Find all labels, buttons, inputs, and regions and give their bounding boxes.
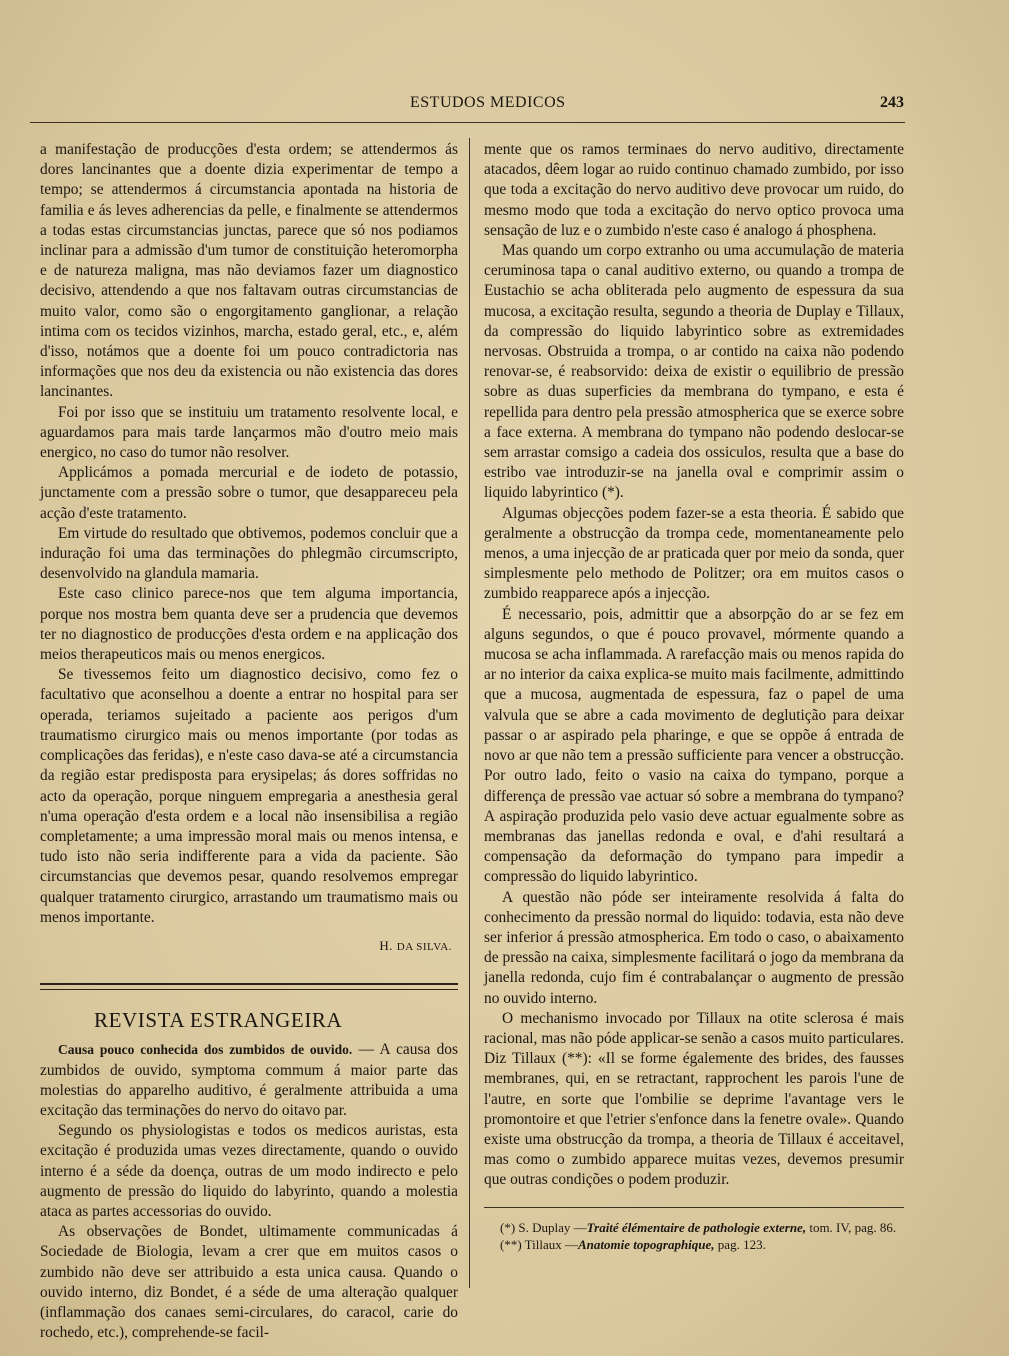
column-divider: [469, 138, 470, 1288]
left-column: [40, 140, 458, 1343]
footnote-rest: pag. 123.: [714, 1236, 766, 1252]
paragraph: Foi por isso que se instituiu um tratamento resolvente local, e aguardamos para mais tarde lançarmos mão d'outro meio mais energico, no caso do tumor não resolver.: [40, 403, 458, 462]
signature-initial: H.: [379, 937, 397, 953]
paragraph: A questão não póde ser inteiramente resolvida á falta do conhecimento da pressão normal do liquido: todavia, esta não deve ser inferior á pressão atmospherica. Em todo o caso, o abaixamento de pressão na caixa, simplesmente facilitará o jogo da membrana da janella redonda, cujo fim é contrabalançar o augmento de pressão no ouvido interno.: [484, 888, 904, 1007]
paragraph: É necessario, pois, admittir que a absorpção do ar se fez em alguns segundos, o que é pouco provavel, mórmente quando a mucosa se acha inflammada. A rarefacção mais ou menos rapida do ar no interior da caixa explica-se muito mais facilmente, admittindo que a mucosa, augmentada de espessura, faz o papel de uma valvula que se abre a cada movimento de deglutição para deixar passar o ar aspirado pela pharinge, e que se oppõe á entrada de novo ar que não tem a pressão sufficiente para vencer a obstrucção. Por outro lado, feito o vasio na caixa do tympano, porque a differença de pressão vae actuar só sobre a membrana do tympano? A aspiração produzida pelo vasio deve actuar egualmente sobre as membranas das janellas redonda e oval, e d'ahi resultará a compensação da deformação do tympano para impedir a compressão do liquido labyrintico.: [484, 605, 904, 886]
footnote-title: Anatomie topographique,: [578, 1236, 715, 1252]
footnote-mark: (**) Tillaux —: [500, 1236, 579, 1252]
paragraph: Se tivessemos feito um diagnostico decisivo, como fez o facultativo que aconselhou a doente a entrar no hospital para ser operada, teriamos sujeitado a paciente aos perigos d'um traumatismo cirurgico mais ou menos importante (por todas as complicações das feridas), e n'este caso dava-se até a circumstancia da região estar predisposta para erysipelas; ás dores soffridas no acto da operação, porque ninguem empregaria a anesthesia geral n'uma operação d'esta ordem e a local não insensibilisa a região completamente; a uma impressão moral mais ou menos intensa, e tudo isto não seria indifferente para a vida da paciente. São circumstancias que devemos pesar, quando resolvemos empregar qualquer tratamento cirurgico, arrastando um traumatismo mais ou menos importante.: [40, 666, 458, 926]
header-rule: [30, 122, 905, 123]
footnote-title: Traité élémentaire de pathologie externe,: [586, 1219, 807, 1235]
author-signature: [40, 936, 452, 957]
paragraph: Em virtude do resultado que obtivemos, podemos concluir que a induração foi uma das terminações do phlegmão circumscripto, desenvolvido na glandula mamaria.: [40, 524, 458, 583]
footnote-rule: [484, 1207, 904, 1208]
page-number: 243: [880, 94, 904, 111]
article-title: Causa pouco conhecida dos zumbidos de ouvido.: [58, 1042, 353, 1058]
footnote: [484, 1237, 904, 1252]
paragraph: As observações de Bondet, ultimamente communicadas á Sociedade de Biologia, levam a crer que em muitos casos o zumbido não deve ser attribuido a esta unica causa. Quando o ouvido interno, diz Bondet, é a séde de uma alteração qualquer (inflammação dos canaes semi-circulares, do caracol, carie do rochedo, etc.), comprehende-se facil-: [40, 1223, 458, 1342]
footnote-rest: tom. IV, pag. 86.: [806, 1219, 897, 1235]
paragraph: Mas quando um corpo extranho ou uma accumulação de materia ceruminosa tapa o canal auditivo externo, ou quando a trompa de Eustachio se acha obliterada pelo augmento de espessura da sua mucosa, a excitação resulta, segundo a theoria de Duplay e Tillaux, da compressão do liquido labyrintico sobre as extremidades nervosas. Obstruida a trompa, o ar contido na caixa não podendo renovar-se, é reabsorvido: deixa de existir o equilibrio de pressão sobre as duas superficies da membrana do tympano, e esta é repellida para dentro pela pressão atmospherica que se exerce sobre a face externa. A membrana do tympano não podendo deslocar-se sem arrastar comsigo a cadeia dos ossiculos, resulta que a base do estribo vae introduzir-se na janella oval e comprimir assim o liquido labyrintico (*).: [484, 242, 904, 502]
paragraph: Este caso clinico parece-nos que tem alguma importancia, porque nos mostra bem quanta deve ser a prudencia que devemos ter no diagnostico de producções d'esta ordem e na applicação dos meios therapeuticos mais ou menos energicos.: [40, 585, 458, 664]
paragraph: O mechanismo invocado por Tillaux na otite sclerosa é mais racional, mas não póde applicar-se senão a casos muito particulares. Diz Tillaux (**): «Il se forme égalemente des brides, des fausses membranes, qui, en se retractant, rapprochent les parois l'une de l'autre, en sorte que l'ombilie se deprime l'avantage vers le promontoire et que l'etrier s'enfonce dans la fenetre ovale». Quando existe uma obstrucção da trompa, a theoria de Tillaux é acceitavel, mas como o zumbido apparece muitas vezes, devemos presumir que outras condições o podem produzir.: [484, 1009, 904, 1189]
running-title: ESTUDOS MEDICOS: [410, 94, 566, 111]
paragraph: Segundo os physiologistas e todos os medicos auristas, esta excitação é produzida umas vezes directamente, quando o ouvido interno é a séde da doença, outras de um modo indirecto e pelo augmento de pressão do liquido do labyrinto, quando a molestia ataca as partes accessorias do ouvido.: [40, 1122, 458, 1220]
paragraph: a manifestação de producções d'esta ordem; se attendermos ás dores lancinantes que a doente dizia experimentar de tempo a tempo; se attendermos á circumstancia apontada na historia de familia e ás leves adherencias da pelle, e finalmente se attendermos a todas estas circumstancias junctas, parece que só nos podiamos inclinar para a admissão d'um tumor de constituição heteromorpha e de natureza maligna, mas não deviamos fazer um diagnostico decisivo, attendendo a que nos faltavam outras circumstancias de muito valor, como são o engorgitamento ganglionar, a relação intima com os tecidos vizinhos, marcha, estado geral, etc., e, além d'isso, notámos que a doente foi um pouco contradictoria nas informações que nos deu da existencia ou não existencia das dores lancinantes.: [40, 141, 458, 401]
paragraph: Algumas objecções podem fazer-se a esta theoria. É sabido que geralmente a obstrucção da trompa cede, momentaneamente pelo menos, a uma injecção de ar praticada quer por meio da sonda, quer simplesmente pelo methodo de Politzer; ora em muitos casos o zumbido reapparece após a injecção.: [484, 504, 904, 603]
signature-surname: DA SILVA.: [396, 940, 452, 953]
section-heading: REVISTA ESTRANGEIRA: [94, 1008, 343, 1033]
footnotes: [484, 1220, 904, 1252]
paragraph: mente que os ramos terminaes do nervo auditivo, directamente atacados, dêem logar ao ruido continuo chamado zumbido, por isso que toda a excitação do nervo auditivo deve provocar um ruido, do mesmo modo que toda a excitação do nervo optico provoca uma sensação de luz e o zumbido n'este caso é analogo á phosphena.: [484, 141, 904, 239]
footnote-mark: (*) S. Duplay —: [500, 1219, 587, 1235]
running-head: [30, 92, 910, 118]
article-lead: — A causa dos zumbidos de ouvido, symptoma commum á maior parte das molestias do apparelho auditivo, é geralmente attribuida a uma excitação das terminações do nervo do oitavo par.: [40, 1041, 458, 1119]
footnote: [484, 1220, 904, 1235]
right-column: [484, 140, 904, 1254]
paragraph: Applicámos a pomada mercurial e de iodeto de potassio, junctamente com a pressão sobre o tumor, que desappareceu pela acção d'este tratamento.: [40, 464, 458, 522]
section-divider: [40, 983, 458, 990]
article-lead-paragraph: [40, 1040, 458, 1121]
